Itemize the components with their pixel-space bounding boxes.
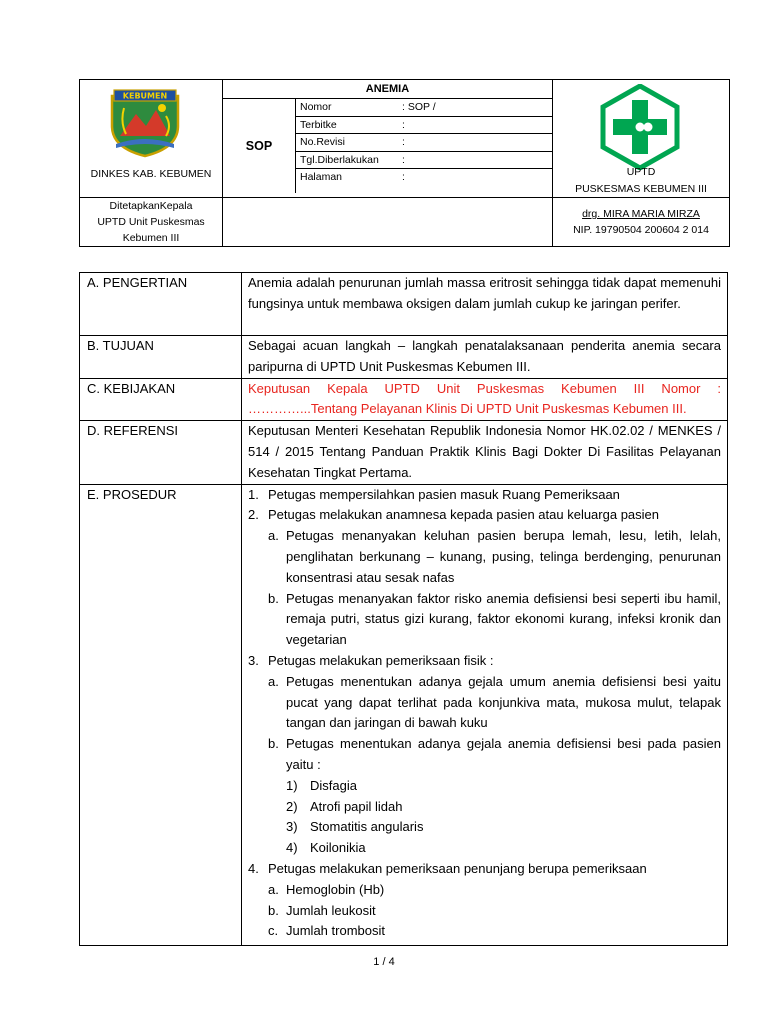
field-nomor <box>296 99 552 117</box>
symptom-item <box>248 776 721 797</box>
step-number: 2. <box>248 507 259 523</box>
step-2 <box>248 505 721 526</box>
step-2b <box>248 589 721 651</box>
sub-text: Petugas menentukan adanya gejala anemia defisiensi besi pada pasien yaitu : <box>286 736 721 772</box>
step-number: 4. <box>248 860 259 876</box>
step-text: Petugas melakukan pemeriksaan fisik : <box>268 652 494 668</box>
page-number: 1 / 4 <box>373 956 395 968</box>
signature-space <box>223 198 553 247</box>
field-label: Halaman <box>300 171 343 183</box>
section-label: D. REFERENSI <box>80 421 242 484</box>
step-1 <box>248 485 721 506</box>
section-text: Keputusan Kepala UPTD Unit Puskesmas Kebumen III Nomor : …………...Tentang Pelayanan Klinis Di UPTD Unit Puskesmas Kebumen III. <box>242 378 728 421</box>
signer-name: drg. MIRA MARIA MIRZA <box>582 208 700 220</box>
symptom-item <box>248 797 721 818</box>
item-number: 4) <box>286 840 298 856</box>
item-number: 3) <box>286 819 298 835</box>
sub-text: Jumlah leukosit <box>286 902 376 918</box>
step-2a <box>248 526 721 588</box>
field-label: Terbitke <box>300 118 337 131</box>
sub-number: b. <box>268 902 279 918</box>
sop-fields <box>296 99 552 193</box>
org-cell <box>80 80 223 198</box>
puskesmas-name: PUSKESMAS KEBUMEN III <box>575 183 707 195</box>
field-halaman <box>296 169 552 193</box>
sub-text: Petugas menanyakan keluhan pasien berupa lemah, lesu, letih, lelah, penglihatan berkunang – kunang, pusing, telinga berdenging, penurunan konsentrasi atau sesak nafas <box>286 528 721 585</box>
kebumen-crest-icon <box>106 86 184 158</box>
step-text: Petugas mempersilahkan pasien masuk Ruang Pemeriksaan <box>268 486 620 502</box>
uptd-label: UPTD <box>626 166 656 178</box>
step-text: Petugas melakukan pemeriksaan penunjang berupa pemeriksaan <box>268 860 647 876</box>
symptom-item <box>248 838 721 859</box>
step-3 <box>248 651 721 672</box>
field-value: : <box>402 171 405 183</box>
item-number: 2) <box>286 798 298 814</box>
sop-info-cell <box>223 80 553 198</box>
sub-text: Petugas menanyakan faktor risko anemia defisiensi besi seperti ibu hamil, remaja putri, status gizi kurang, faktor ekonomi kurang, infeksi kronik dan vegetarian <box>286 590 721 648</box>
approval-line-2: UPTD Unit Puskesmas <box>97 216 205 228</box>
field-tgl <box>296 152 552 170</box>
row-kebijakan <box>80 378 728 421</box>
sub-text: Petugas menentukan adanya gejala umum anemia defisiensi besi yaitu pucat yang dapat terlihat pada konjunkiva mata, mukosa mulut, telapak tangan dan jaringan di bawah kuku <box>286 673 721 731</box>
sub-number: b. <box>268 590 279 606</box>
sub-number: b. <box>268 736 279 752</box>
section-label: B. TUJUAN <box>80 336 242 379</box>
procedure-steps <box>242 484 728 946</box>
field-label: No.Revisi <box>300 136 345 148</box>
item-text: Atrofi papil lidah <box>310 798 403 814</box>
step-4 <box>248 859 721 880</box>
step-3a <box>248 672 721 734</box>
sub-number: a. <box>268 673 279 689</box>
sub-number: a. <box>268 881 279 897</box>
sub-text: Hemoglobin (Hb) <box>286 881 385 897</box>
crest-banner: KEBUMEN <box>122 91 168 101</box>
item-number: 1) <box>286 777 298 793</box>
lab-item <box>248 921 721 942</box>
signer-nip: NIP. 19790504 200604 2 014 <box>573 224 709 236</box>
sub-number: c. <box>268 923 279 939</box>
step-number: 1. <box>248 486 259 502</box>
puskesmas-cell <box>553 80 730 198</box>
section-label: E. PROSEDUR <box>80 484 242 946</box>
field-value: : <box>402 153 405 166</box>
field-revisi <box>296 134 552 152</box>
field-label: Tgl.Diberlakukan <box>300 153 379 166</box>
item-text: Stomatitis angularis <box>310 819 424 835</box>
approval-line-1: DitetapkanKepala <box>109 200 193 212</box>
step-number: 3. <box>248 652 259 668</box>
approval-line-3: Kebumen III <box>122 232 180 244</box>
sub-number: a. <box>268 528 279 544</box>
doc-type: SOP <box>223 99 296 193</box>
row-prosedur <box>80 484 728 946</box>
lab-item <box>248 901 721 922</box>
row-pengertian <box>80 273 728 336</box>
sop-header-table <box>79 79 730 247</box>
field-value: : <box>402 136 405 148</box>
section-text: Anemia adalah penurunan jumlah massa eritrosit sehingga tidak dapat memenuhi fungsinya untuk membawa oksigen dalam jumlah cukup ke jaringan perifer. <box>242 273 728 336</box>
section-text: Keputusan Menteri Kesehatan Republik Indonesia Nomor HK.02.02 / MENKES / 514 / 2015 Tentang Panduan Praktik Klinis Bagi Dokter Di Fasilitas Pelayanan Kesehatan Tingkat Pertama. <box>242 421 728 484</box>
puskesmas-logo-icon <box>597 84 683 170</box>
field-value: : SOP / <box>402 101 436 113</box>
symptom-item <box>248 817 721 838</box>
section-text: Sebagai acuan langkah – langkah penatalaksanaan penderita anemia secara paripurna di UPTD Unit Puskesmas Kebumen III. <box>242 336 728 379</box>
field-label: Nomor <box>300 101 332 113</box>
step-text: Petugas melakukan anamnesa kepada pasien atau keluarga pasien <box>268 507 659 523</box>
row-tujuan <box>80 336 728 379</box>
doc-title: ANEMIA <box>223 80 552 99</box>
lab-item <box>248 880 721 901</box>
row-referensi <box>80 421 728 484</box>
org-name: DINKES KAB. KEBUMEN <box>90 168 212 180</box>
item-text: Koilonikia <box>310 840 366 856</box>
section-label: C. KEBIJAKAN <box>80 378 242 421</box>
field-terbitke <box>296 117 552 135</box>
item-text: Disfagia <box>310 777 357 793</box>
sop-body-table <box>79 272 728 946</box>
step-3b <box>248 734 721 776</box>
field-value: : <box>402 118 405 131</box>
signer-cell <box>553 198 730 247</box>
approval-cell <box>80 198 223 247</box>
sub-text: Jumlah trombosit <box>286 923 385 939</box>
section-label: A. PENGERTIAN <box>80 273 242 336</box>
